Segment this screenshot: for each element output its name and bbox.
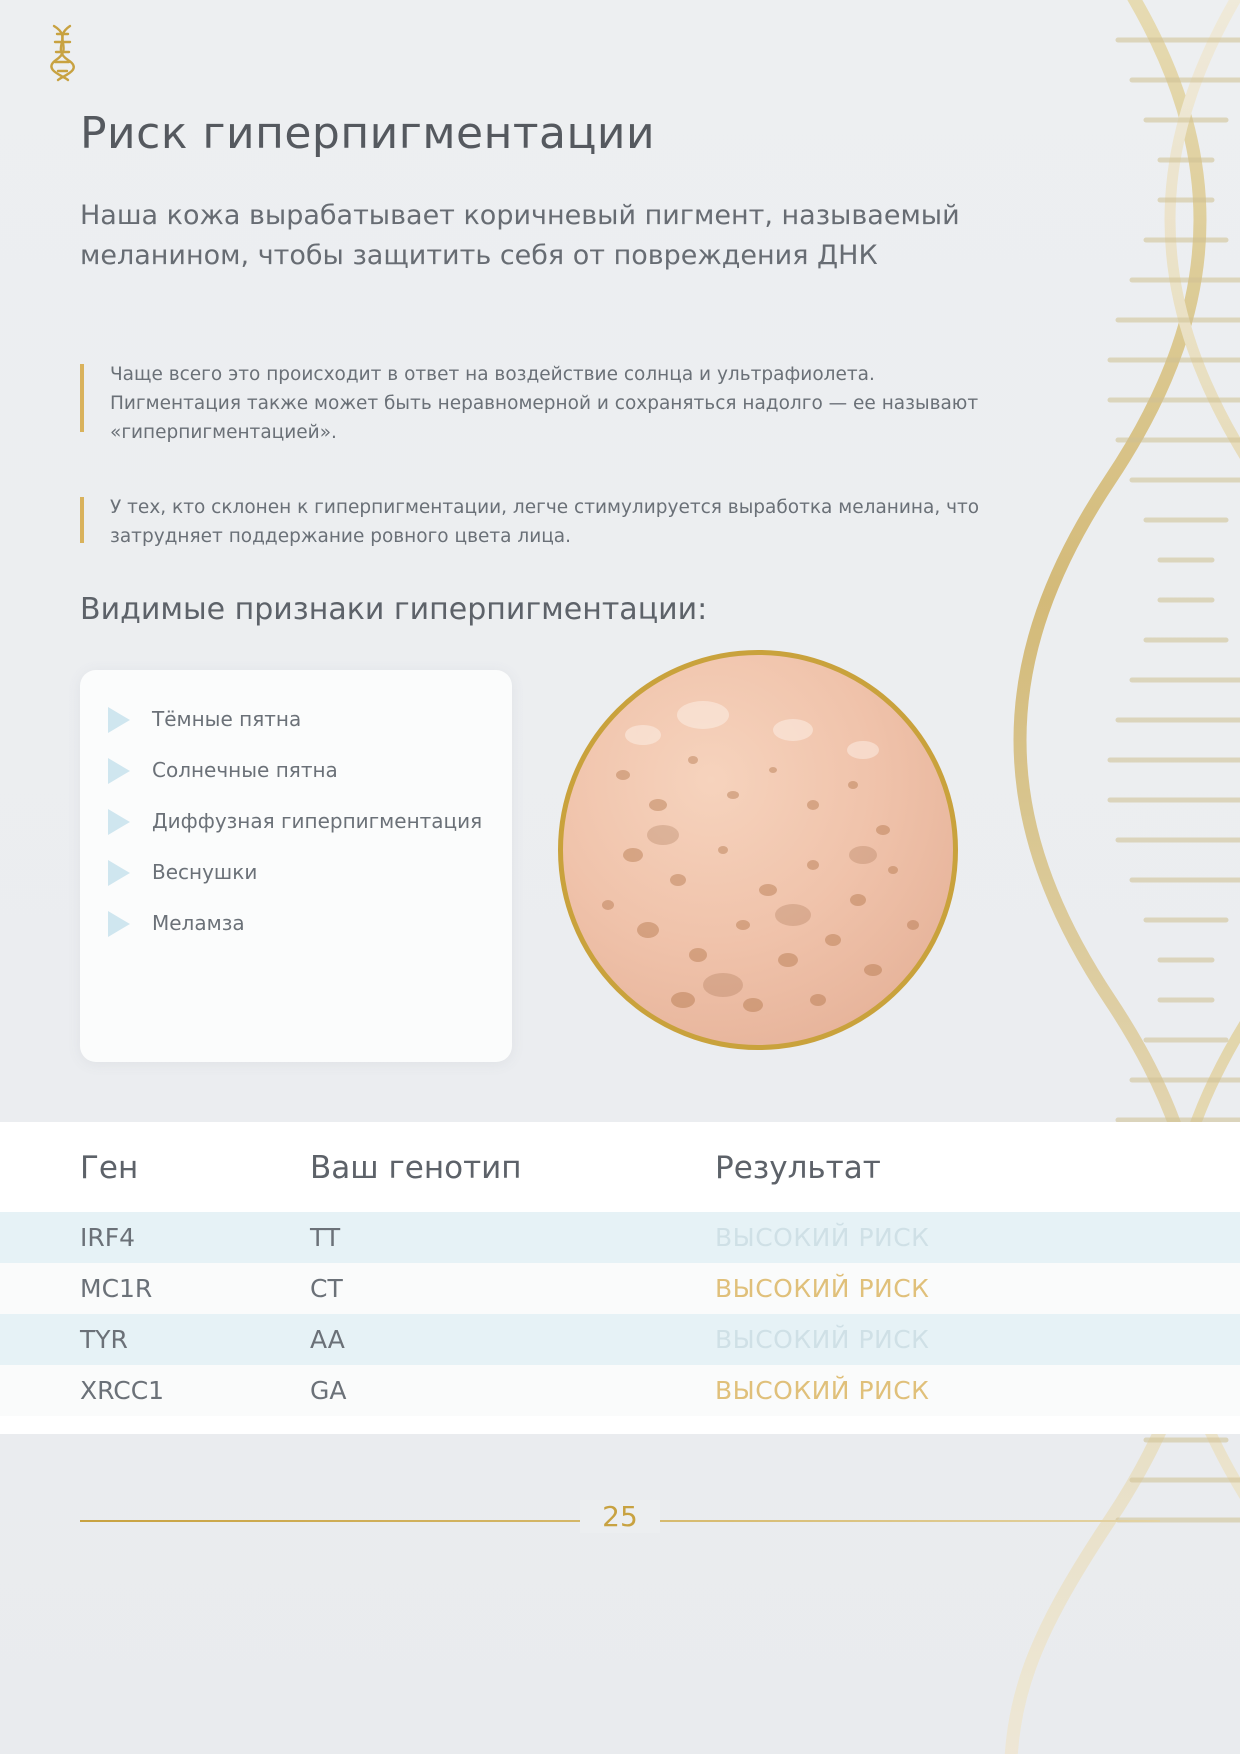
triangle-bullet-icon (108, 707, 130, 733)
triangle-bullet-icon (108, 860, 130, 886)
cell-result: ВЫСОКИЙ РИСК (715, 1325, 930, 1354)
table-header-gene: Ген (80, 1150, 139, 1186)
list-item-label: Тёмные пятна (152, 707, 302, 731)
list-item (80, 847, 512, 898)
list-item (80, 694, 512, 745)
page-title: Риск гиперпигментации (80, 108, 656, 159)
list-item (80, 745, 512, 796)
signs-list (80, 670, 512, 949)
triangle-bullet-icon (108, 758, 130, 784)
table-header-genotype: Ваш генотип (310, 1150, 522, 1186)
cell-genotype: CT (310, 1274, 343, 1303)
cell-gene: TYR (80, 1325, 128, 1354)
cell-result: ВЫСОКИЙ РИСК (715, 1223, 930, 1252)
table-row (0, 1365, 1240, 1416)
skin-photo (558, 650, 958, 1050)
quote-accent-bar (80, 364, 84, 432)
triangle-bullet-icon (108, 809, 130, 835)
cell-result: ВЫСОКИЙ РИСК (715, 1274, 930, 1303)
cell-genotype: GA (310, 1376, 347, 1405)
cell-result: ВЫСОКИЙ РИСК (715, 1376, 930, 1405)
list-item-label: Меламза (152, 911, 245, 935)
cell-genotype: AA (310, 1325, 345, 1354)
table-header-row (0, 1122, 1240, 1212)
dna-logo-icon (40, 22, 84, 84)
quote-list (80, 360, 1000, 597)
cell-gene: XRCC1 (80, 1376, 165, 1405)
page-number (0, 1500, 1240, 1533)
cell-gene: IRF4 (80, 1223, 136, 1252)
table-header-result: Результат (715, 1150, 881, 1186)
table-row (0, 1314, 1240, 1365)
lead-paragraph: Наша кожа вырабатывает коричневый пигмент, называемый меланином, чтобы защитить себя от повреждения ДНК (80, 200, 960, 271)
list-item (80, 796, 512, 847)
list-item (80, 898, 512, 949)
list-item-label: Веснушки (152, 860, 258, 884)
quote-block (80, 493, 1000, 551)
signs-card (80, 670, 512, 1062)
quote-accent-bar (80, 497, 84, 543)
signs-heading: Видимые признаки гиперпигментации: (80, 592, 708, 627)
table-row (0, 1212, 1240, 1263)
quote-text: У тех, кто склонен к гиперпигментации, легче стимулируется выработка меланина, что затрудняет поддержание ровного цвета лица. (110, 497, 980, 547)
cell-gene: MC1R (80, 1274, 153, 1303)
results-table-container (0, 1122, 1240, 1434)
triangle-bullet-icon (108, 911, 130, 937)
table-row (0, 1263, 1240, 1314)
list-item-label: Диффузная гиперпигментация (152, 809, 483, 833)
list-item-label: Солнечные пятна (152, 758, 338, 782)
cell-genotype: TT (310, 1223, 341, 1252)
results-table (0, 1122, 1240, 1416)
quote-text: Чаще всего это происходит в ответ на воздействие солнца и ультрафиолета. Пигментация также может быть неравномерной и сохраняться надолго — ее называют «гиперпигментацией». (110, 364, 979, 443)
quote-block (80, 360, 1000, 447)
page-number-value: 25 (580, 1500, 660, 1533)
